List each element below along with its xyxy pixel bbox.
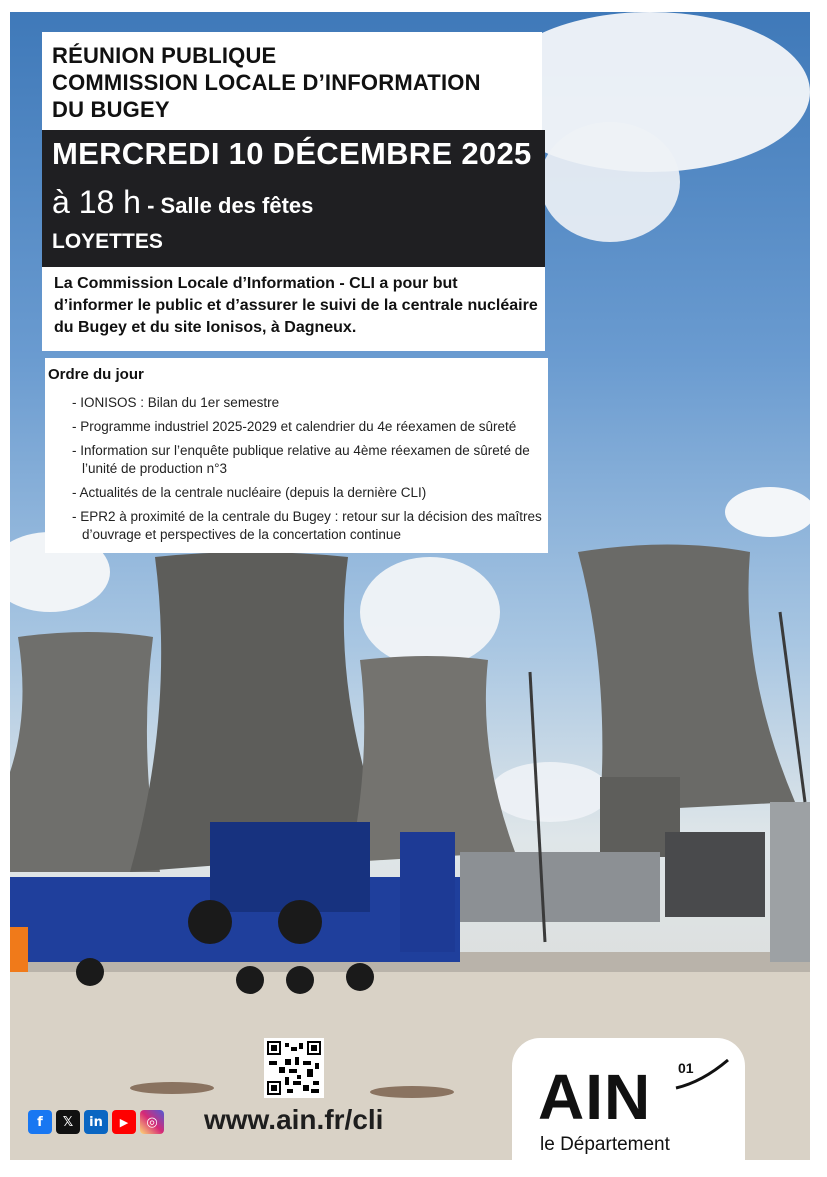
youtube-icon[interactable]: ▶ bbox=[112, 1110, 136, 1134]
logo-number: 01 bbox=[678, 1060, 694, 1076]
intro-text: La Commission Locale d’Information - CLI a pour but d’informer le public et d’assurer le suivi de la centrale nucléaire du Bugey et du site Ionisos, à Dagneux. bbox=[54, 275, 538, 336]
logo-subtitle: le Département bbox=[540, 1134, 670, 1155]
page-title: RÉUNION PUBLIQUE COMMISSION LOCALE D’INFORMATION DU BUGEY bbox=[52, 43, 481, 122]
website-link[interactable]: www.ain.fr/cli bbox=[204, 1104, 384, 1135]
instagram-icon[interactable]: ◎ bbox=[140, 1110, 164, 1134]
agenda-item: - IONISOS : Bilan du 1er semestre bbox=[72, 394, 542, 412]
agenda-item: - Actualités de la centrale nucléaire (depuis la dernière CLI) bbox=[72, 484, 542, 502]
linkedin-icon[interactable]: in bbox=[84, 1110, 108, 1134]
agenda-heading: Ordre du jour bbox=[48, 366, 144, 383]
agenda-list bbox=[72, 394, 542, 550]
agenda-item: - Programme industriel 2025-2029 et calendrier du 4e réexamen de sûreté bbox=[72, 418, 542, 436]
qr-code-icon bbox=[267, 1041, 321, 1095]
poster bbox=[10, 12, 810, 1160]
event-time-location: à 18 h - Salle des fêtes bbox=[52, 184, 314, 220]
x-icon[interactable]: 𝕏 bbox=[56, 1110, 80, 1134]
event-date: MERCREDI 10 DÉCEMBRE 2025 bbox=[52, 136, 532, 171]
swoosh-icon bbox=[672, 1056, 732, 1092]
event-town: LOYETTES bbox=[52, 230, 163, 253]
social-links bbox=[28, 1110, 164, 1134]
facebook-icon[interactable]: f bbox=[28, 1110, 52, 1134]
logo-main-text: AIN bbox=[538, 1061, 652, 1133]
agenda-item: - EPR2 à proximité de la centrale du Bugey : retour sur la décision des maîtres d’ouvrage et perspectives de la concertation continue bbox=[72, 508, 542, 544]
qr-code[interactable] bbox=[264, 1038, 324, 1098]
agenda-item: - Information sur l’enquête publique relative au 4ème réexamen de sûreté de l’unité de production n°3 bbox=[72, 442, 542, 478]
ain-logo bbox=[512, 1038, 745, 1160]
